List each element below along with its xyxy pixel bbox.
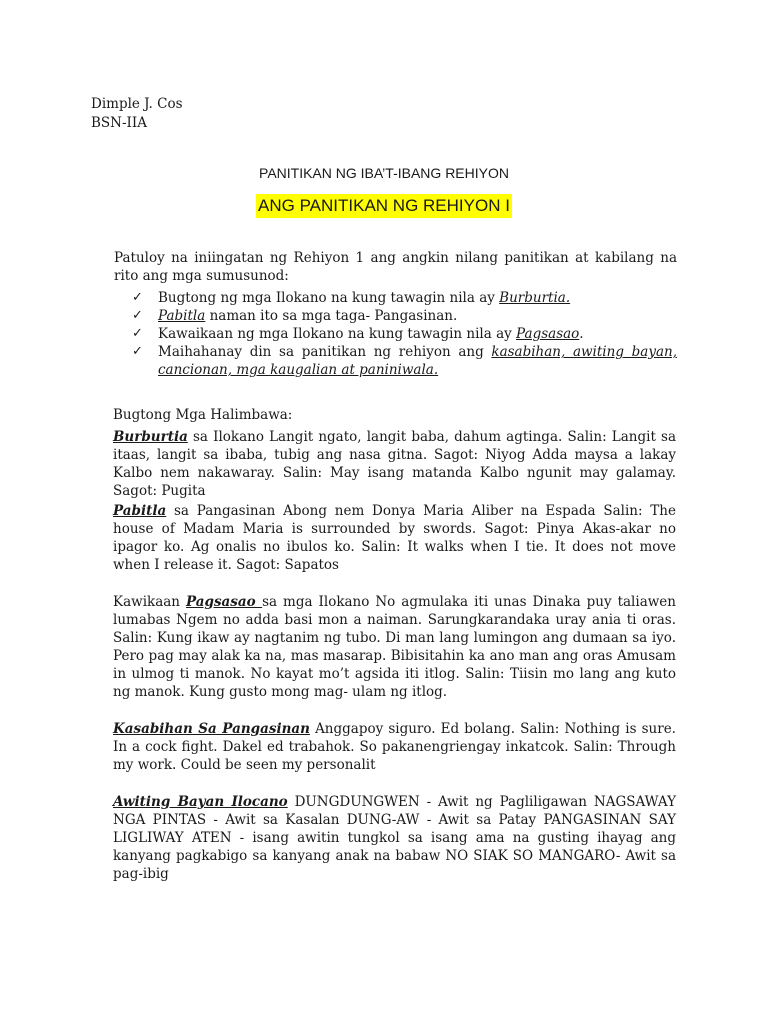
intro-paragraph: Patuloy na iniingatan ng Rehiyon 1 ang angkin nilang panitikan at kabilang na rito ang mga sumusunod:: [114, 250, 677, 284]
checkmark-icon: ✓: [132, 344, 143, 359]
author-section: BSN-IIA: [91, 115, 147, 131]
checklist-item: [132, 343, 677, 379]
section-kasabihan: [113, 720, 676, 774]
section-term: Kasabihan Sa Pangasinan: [113, 721, 310, 737]
checkmark-icon: ✓: [132, 308, 143, 323]
checklist-item-term: Pagsasao: [516, 326, 580, 342]
section-text: sa Pangasinan Abong nem Donya Maria Aliber na Espada Salin: The house of Madam Maria is surrounded by swords. Sagot: Pinya Akas-akar no ipagor ko. Ag onalis no ibulos ko. Salin: It walks when I tie. It does not move when I release it. Sagot: Sapatos: [113, 503, 676, 573]
checklist-item-text: .: [579, 326, 584, 342]
checklist-item: [132, 307, 677, 325]
checklist-item-text: naman ito sa mga taga- Pangasinan.: [205, 308, 458, 324]
checklist-item-text: Maihahanay din sa panitikan ng rehiyon ang: [158, 344, 492, 360]
checklist-item-term: kasabihan, awiting bayan, cancionan, mga kaugalian at paniniwala.: [158, 344, 677, 378]
section-term: Burburtia: [113, 429, 188, 445]
section-awiting-bayan: [113, 793, 676, 883]
section-term: Awiting Bayan Ilocano: [113, 794, 288, 810]
checklist: [132, 289, 677, 379]
author-block: [91, 95, 183, 133]
bugtong-heading: Bugtong Mga Halimbawa:: [113, 407, 293, 423]
checkmark-icon: ✓: [132, 290, 143, 305]
checklist-item-term: Pabitla: [158, 308, 206, 324]
page-title: PANITIKAN NG IBA’T-IBANG REHIYON: [259, 165, 509, 181]
section-pabitla: [113, 502, 676, 574]
section-text: sa mga Ilokano No agmulaka iti unas Dinaka puy taliawen lumabas Ngem no adda basi mon a naiman. Sarungkarandaka uray ania ti oras. Salin: Kung ikaw ay nagtanim ng tubo. Di man lang lumingon ang dumaan sa iyo. Pero pag may alak ka na, mas masarap. Bibisitahin ka ano man ang oras Amusam in ulmog ti manok. No kayat mo’t agsida iti itlog. Salin: Tiisin mo lang ang kuto ng manok. Kung gusto mong mag- ulam ng itlog.: [113, 594, 676, 700]
checklist-item: [132, 289, 677, 307]
subtitle-wrap: [0, 194, 768, 218]
section-burburtia: [113, 428, 676, 500]
checklist-item: [132, 325, 677, 343]
section-term: Pagsasao: [185, 594, 263, 610]
checklist-item-text: Bugtong ng mga Ilokano na kung tawagin nila ay: [158, 290, 500, 306]
checkmark-icon: ✓: [132, 326, 143, 341]
section-text: sa Ilokano Langit ngato, langit baba, dahum agtinga. Salin: Langit sa itaas, langit sa ibaba, tubig ang nasa gitna. Sagot: Niyog Adda maysa a lakay Kalbo nem nakawaray. Salin: May isang matanda Kalbo ngunit may galamay. Sagot: Pugita: [113, 429, 676, 499]
highlighted-subtitle: ANG PANITIKAN NG REHIYON I: [256, 194, 512, 218]
section-term: Pabitla: [113, 503, 167, 519]
section-text: Anggapoy siguro. Ed bolang. Salin: Nothing is sure. In a cock fight. Dakel ed trabahok. So pakanengriengay inkatcok. Salin: Through my work. Could be seen my personalit: [113, 721, 676, 773]
checklist-item-text: Kawaikaan ng mga Ilokano na kung tawagin nila ay: [158, 326, 517, 342]
section-text: DUNGDUNGWEN - Awit ng Pagliligawan NAGSAWAY NGA PINTAS - Awit sa Kasalan DUNG-AW - Awit sa Patay PANGASINAN SAY LIGLIWAY ATEN - isang awitin tungkol sa isang ama na gusting ihayag ang kanyang pagkabigo sa kanyang anak na babaw NO SIAK SO MANGARO- Awit sa pag-ibig: [113, 794, 676, 882]
author-name: Dimple J. Cos: [91, 96, 183, 112]
section-prefix: Kawikaan: [113, 594, 186, 610]
checklist-item-term: Burburtia.: [499, 290, 571, 306]
section-pagsasao: [113, 593, 676, 701]
